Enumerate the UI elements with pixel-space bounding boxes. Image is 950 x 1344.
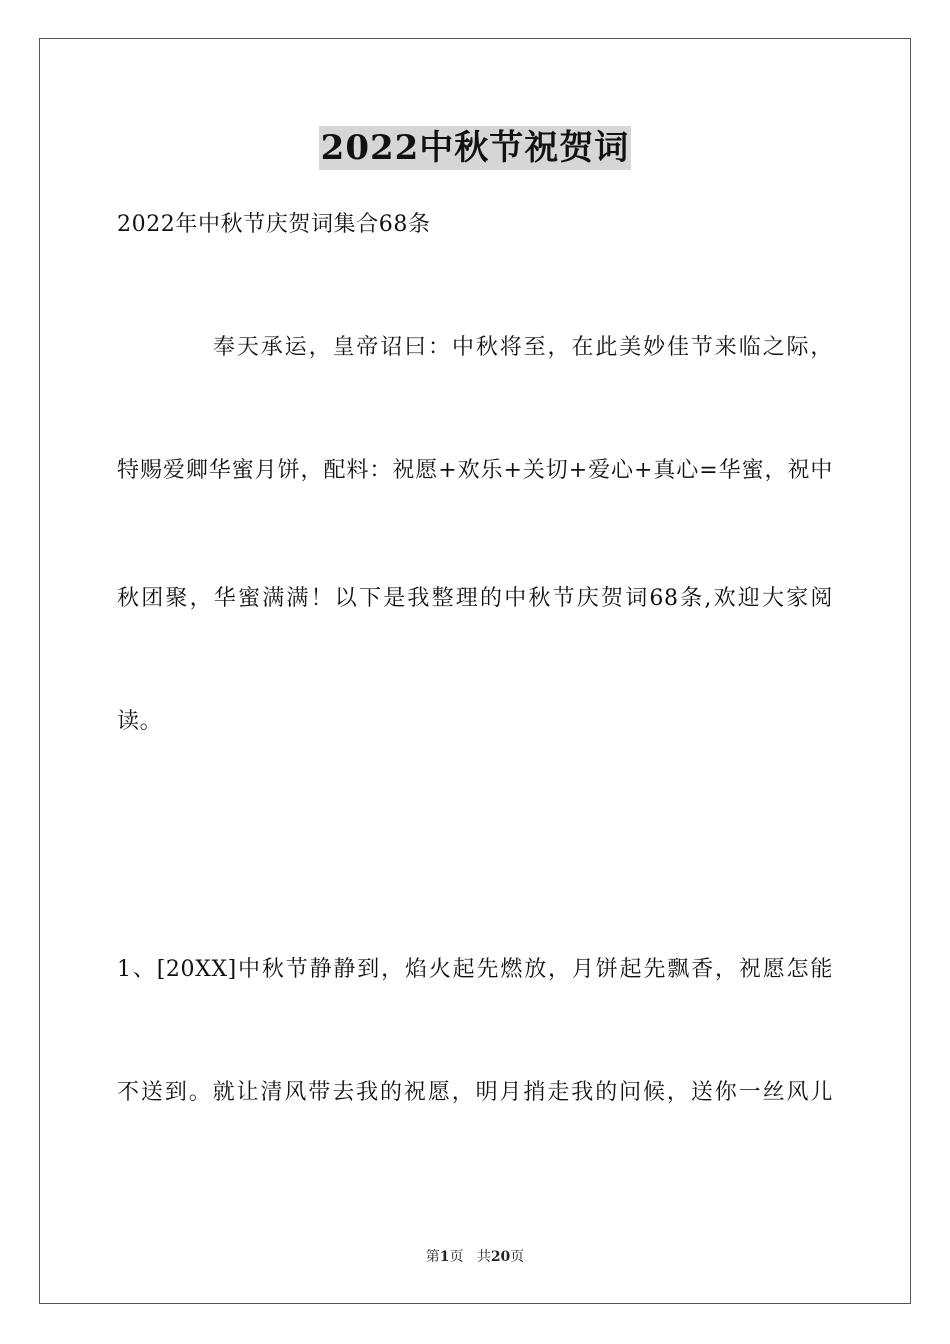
page-footer bbox=[0, 1247, 950, 1267]
footer-page-number: 1 bbox=[439, 1249, 450, 1265]
intro-line-3: 秋团聚，华蜜满满！以下是我整理的中秋节庆贺词68条,欢迎大家阅 bbox=[117, 586, 833, 611]
footer-total-prefix: 共 bbox=[476, 1249, 491, 1265]
document-title: 2022中秋节祝贺词 bbox=[320, 128, 630, 168]
footer-prefix: 第 bbox=[425, 1249, 440, 1265]
intro-line-4: 读。 bbox=[117, 709, 163, 734]
item-1-line-1: 1、[20XX]中秋节静静到，焰火起先燃放，月饼起先飘香，祝愿怎能 bbox=[117, 957, 833, 982]
footer-total-pages: 20 bbox=[490, 1249, 511, 1265]
intro-line-1: 奉天承运，皇帝诏曰：中秋将至，在此美妙佳节来临之际， bbox=[213, 335, 833, 360]
intro-line-2: 特赐爱卿华蜜月饼，配料：祝愿+欢乐+关切+爱心+真心=华蜜，祝中 bbox=[117, 458, 833, 483]
footer-page-suffix: 页 bbox=[449, 1249, 464, 1265]
footer-total-suffix: 页 bbox=[510, 1249, 525, 1265]
document-subtitle: 2022年中秋节庆贺词集合68条 bbox=[117, 212, 431, 237]
item-1-line-2: 不送到。就让清风带去我的祝愿，明月捎走我的问候，送你一丝风儿 bbox=[117, 1080, 833, 1105]
title-wrapper bbox=[0, 126, 950, 170]
